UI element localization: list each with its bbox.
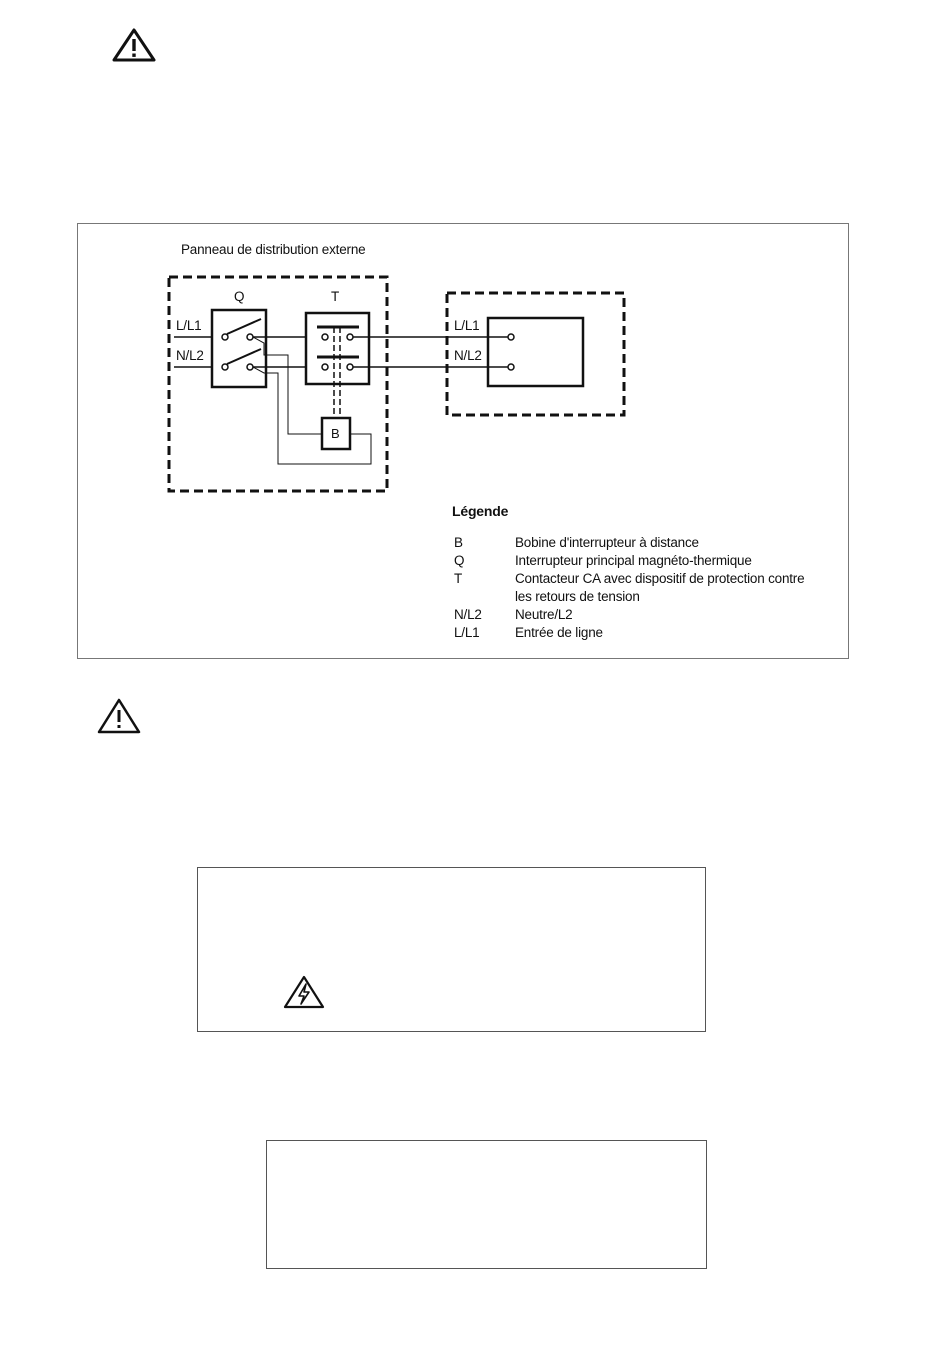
legend-desc: Entrée de ligne [515, 625, 603, 640]
legend-code: Q [454, 553, 465, 568]
panel-label-n2: N/L2 [176, 348, 204, 363]
device-terminal-block [488, 318, 583, 386]
warning-icon [111, 27, 157, 63]
legend-code: B [454, 535, 463, 550]
legend-desc: les retours de tension [515, 589, 640, 604]
high-voltage-icon [282, 974, 326, 1010]
label-q: Q [234, 289, 245, 304]
device-label-n2: N/L2 [454, 348, 482, 363]
wiring-diagram [77, 223, 849, 659]
legend-desc: Contacteur CA avec dispositif de protection contre [515, 571, 805, 586]
legend-code: N/L2 [454, 607, 482, 622]
device-label-l1: L/L1 [454, 318, 480, 333]
legend-title: Légende [452, 503, 509, 519]
breaker-q [212, 310, 266, 387]
warning-icon [96, 697, 142, 735]
legend-code: L/L1 [454, 625, 480, 640]
label-t: T [331, 289, 340, 304]
wiring-schematic [78, 224, 850, 660]
legend-desc: Neutre/L2 [515, 607, 573, 622]
notice-box [266, 1140, 707, 1269]
electrical-hazard-box [197, 867, 706, 1032]
legend-desc: Interrupteur principal magnéto-thermique [515, 553, 752, 568]
legend-desc: Bobine d'interrupteur à distance [515, 535, 699, 550]
panel-label-l1: L/L1 [176, 318, 202, 333]
legend-code: T [454, 571, 463, 586]
label-b: B [331, 426, 340, 441]
panel-title: Panneau de distribution externe [181, 242, 366, 257]
contactor-t [306, 313, 369, 384]
